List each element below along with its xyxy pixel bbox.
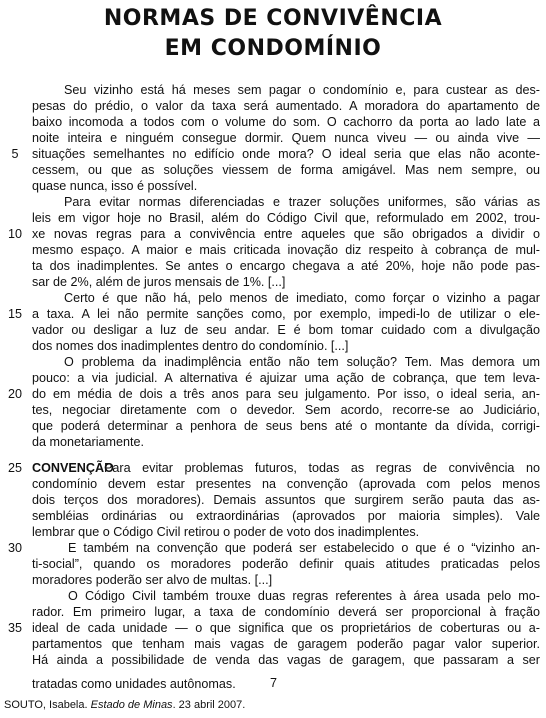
text-line: Para evitar problemas futuros, todas as regras de convivência no xyxy=(104,461,540,475)
text-line: ta dos inadimplentes. Se antes o encargo chegava a até 20%, hoje não pode pas- xyxy=(32,259,540,273)
source-citation xyxy=(4,698,245,712)
text-line: Para evitar normas diferenciadas e trazer soluções uniformes, são várias as xyxy=(64,195,540,209)
text-line: que poderá determinar a penhora de seus bens até o montante da dívida, corrigi- xyxy=(32,419,540,433)
text-line: noite inteira e ninguém consegue dormir. Quem nunca viveu — ou ainda vive — xyxy=(32,131,540,145)
line-number: 30 xyxy=(7,541,22,555)
text-line: baixo incomoda a todos com o volume do som. O cachorro da porta ao lado late a xyxy=(32,115,540,129)
text-line: partamentos que tenham mais vagas de garagem poderão pagar valor superior. xyxy=(32,637,540,651)
source-author: SOUTO, Isabela. xyxy=(4,699,88,711)
line-number: 15 xyxy=(7,307,22,321)
text-line: sembléias ordinárias ou extraordinárias (aprovados por maioria simples). Vale xyxy=(32,509,540,523)
page-number: 7 xyxy=(270,676,278,690)
text-line: tes, negociar diretamente com o devedor. Sem acordo, recorre-se ao Judiciário, xyxy=(32,403,540,417)
text-line: do em média de dois a três anos para seu julgamento. Por isso, o ideal seria, an- xyxy=(32,387,540,401)
text-line: vador ou desligar a luz de seu andar. E é bom tomar cuidado com a divulgação xyxy=(32,323,540,337)
text-line: Certo é que não há, pelo menos de imediato, como forçar o vizinho a pagar xyxy=(64,291,540,305)
text-line: ti-social”, quando os moradores poderão definir quais atitudes praticadas pelos xyxy=(32,557,540,571)
line-number: 5 xyxy=(11,147,19,161)
text-line: da monetariamente. xyxy=(32,435,145,449)
text-line: O Código Civil também trouxe duas regras referentes à área usada pelo mo- xyxy=(68,589,540,603)
line-number: 35 xyxy=(7,621,22,635)
source-date: . 23 abril 2007. xyxy=(172,699,246,711)
text-line: moradores poderão ser alvo de multas. [...] xyxy=(32,573,273,587)
text-line: dos nomes dos inadimplentes dentro do condomínio. [...] xyxy=(32,339,349,353)
text-line: leis em vigor hoje no Brasil, além do Código Civil que, reformulado em 2002, trou- xyxy=(32,211,540,225)
article-title-line-1: NORMAS DE CONVIVÊNCIA xyxy=(103,6,443,31)
text-line: tratadas como unidades autônomas. xyxy=(32,677,236,691)
text-line: ideal de cada unidade — o que significa que os proprietários de coberturas ou a- xyxy=(32,621,540,635)
text-line: cessem, ou que as soluções viessem de forma amigável. Mas nem sempre, ou xyxy=(32,163,540,177)
text-line: E também na convenção que poderá ser estabelecido o que é o “vizinho an- xyxy=(68,541,540,555)
text-line: pouco: a via judicial. A alternativa é ajuizar uma ação de cobrança, que tem leva- xyxy=(32,371,540,385)
text-line: mesmo espaço. A maior e mais criticada inovação diz respeito à cobrança de mul- xyxy=(32,243,540,257)
line-number: 25 xyxy=(7,461,22,475)
source-publication: Estado de Minas xyxy=(90,699,173,711)
text-line: situações semelhantes no edifício onde mora? O ideal seria que elas não aconte- xyxy=(32,147,540,161)
text-line: Seu vizinho está há meses sem pagar o condomínio e, para custear as des- xyxy=(64,83,540,97)
text-line: lembrar que o Código Civil retirou o poder de voto dos inadimplentes. xyxy=(32,525,420,539)
text-line: dois terços dos moradores). Demais assuntos que surgirem serão pauta das as- xyxy=(32,493,540,507)
text-line: O problema da inadimplência então não tem solução? Tem. Mas demora um xyxy=(64,355,540,369)
text-line: rador. Em primeiro lugar, a taxa de condomínio deverá ser proporcional à fração xyxy=(32,605,540,619)
line-number: 20 xyxy=(7,387,22,401)
text-line: pesas do prédio, o valor da taxa será aumentado. A moradora do apartamento de xyxy=(32,99,540,113)
section-heading-convencao: CONVENÇÃO xyxy=(32,461,114,475)
text-line: sar de 2%, além de juros mensais de 1%. [...] xyxy=(32,275,286,289)
text-line: a taxa. A lei não permite sanções como, por exemplo, impedi-lo de utilizar o ele- xyxy=(32,307,540,321)
text-line: condomínio devem estar presentes na convenção (aprovada com pelos menos xyxy=(32,477,540,491)
text-line: xe novas regras para a convivência entre aqueles que são obrigados a dividir o xyxy=(32,227,540,241)
article-title-line-2: EM CONDOMÍNIO xyxy=(164,36,382,61)
text-line: quase nunca, isso é possível. xyxy=(32,179,198,193)
line-number: 10 xyxy=(7,227,22,241)
text-line: Há ainda a possibilidade de venda das vagas de garagem, que passaram a ser xyxy=(32,653,540,667)
